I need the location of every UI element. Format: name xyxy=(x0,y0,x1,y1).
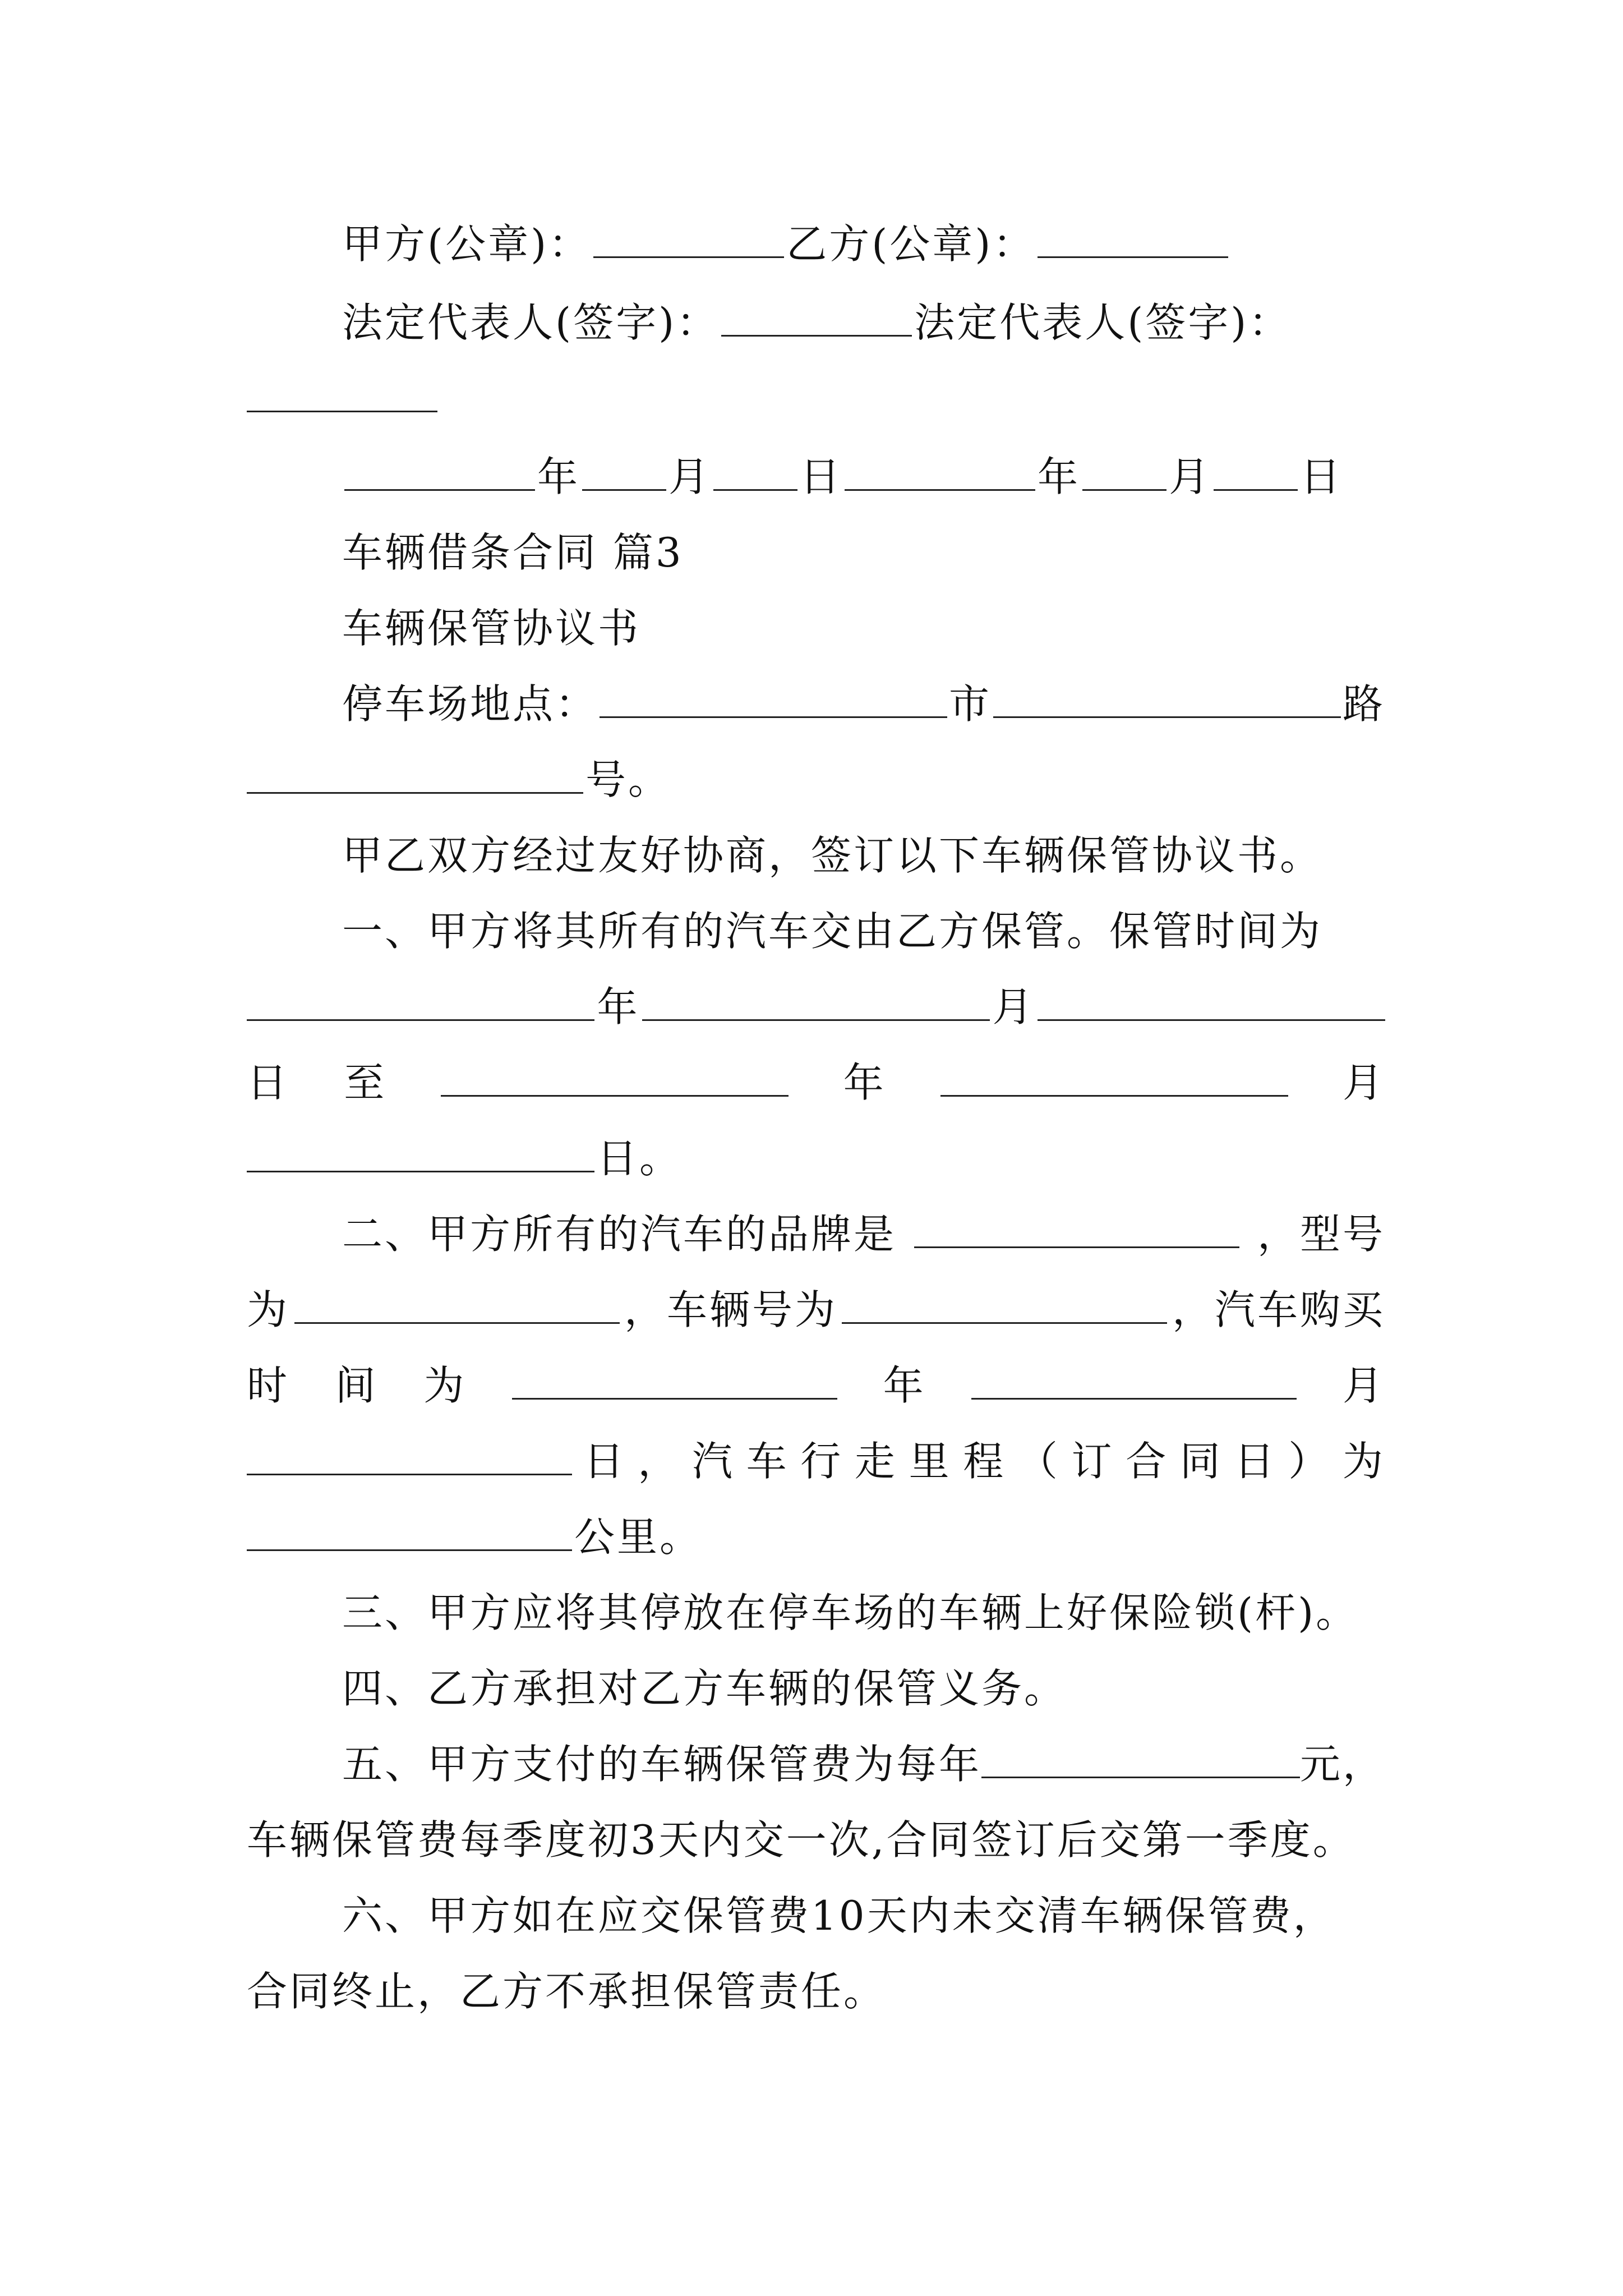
number-blank xyxy=(247,753,583,794)
clause-1-year-blank xyxy=(247,980,594,1021)
clause-2-brand-line xyxy=(342,1206,1385,1262)
party-b-seal-blank xyxy=(1038,217,1228,258)
clause-1-day-end: 日。 xyxy=(597,1135,683,1182)
purchase-day-blank xyxy=(247,1434,572,1475)
location-line xyxy=(342,676,1385,732)
clause-1-year2-blank xyxy=(441,1056,789,1097)
mileage-char-5: 走 xyxy=(854,1438,897,1485)
clause-1-month2: 月 xyxy=(1342,1059,1385,1106)
clause-1-text: 一、甲方将其所有的汽车交由乙方保管。保管时间为 xyxy=(342,908,1323,955)
time-char-1: 间 xyxy=(335,1362,378,1409)
clause-2-km-line xyxy=(247,1509,1385,1565)
model-wei: 为 xyxy=(247,1286,290,1333)
party-a-rep-blank xyxy=(721,296,912,337)
party-a-rep-label: 法定代表人(签字)： xyxy=(342,299,720,346)
clause-1-month-blank xyxy=(642,980,990,1021)
clause-1-day-start: 日 xyxy=(247,1059,290,1106)
purchase-year-blank xyxy=(512,1359,837,1400)
purchase-year: 年 xyxy=(883,1362,926,1409)
date-a-day: 日 xyxy=(800,453,843,500)
clause-1-day-blank xyxy=(1038,980,1385,1021)
clause-1-end-line xyxy=(247,1130,1385,1186)
mileage-char-1: ， xyxy=(638,1438,681,1485)
city-blank xyxy=(600,677,947,718)
party-a-seal-label: 甲方(公章)： xyxy=(342,220,592,268)
clause-2-model-line xyxy=(247,1282,1385,1338)
party-a-seal-blank xyxy=(593,217,784,258)
number-label: 号。 xyxy=(585,756,671,803)
clause-6-line-1: 六、甲方如在应交保管费10天内未交清车辆保管费， xyxy=(342,1892,1336,1939)
mileage-char-14: 为 xyxy=(1342,1438,1385,1485)
plate-blank xyxy=(842,1283,1167,1324)
mileage-char-8: （ xyxy=(1017,1438,1060,1485)
clause-2-text: 二、甲方所有的汽车的品牌是 xyxy=(342,1211,897,1258)
seal-line xyxy=(342,216,1385,272)
mileage-char-9: 订 xyxy=(1071,1438,1114,1485)
date-b-year: 年 xyxy=(1038,453,1081,500)
purchase-month-blank xyxy=(971,1359,1297,1400)
date-line xyxy=(342,449,1385,505)
model-label: ，型号 xyxy=(1257,1211,1385,1258)
date-b-day-blank xyxy=(1214,450,1298,491)
mileage-char-2: 汽 xyxy=(691,1438,735,1485)
mileage-char-7: 程 xyxy=(963,1438,1006,1485)
fee-unit: 元， xyxy=(1299,1741,1385,1788)
clause-1-year2: 年 xyxy=(843,1059,886,1106)
party-b-rep-label: 法定代表人(签字)： xyxy=(914,299,1292,346)
city-label: 市 xyxy=(948,680,992,728)
representative-blank-line xyxy=(247,370,1385,426)
date-a-day-blank xyxy=(713,450,797,491)
km-label: 公里。 xyxy=(574,1513,703,1561)
location-label: 停车场地点： xyxy=(342,680,598,728)
purchase-label: ，汽车购买 xyxy=(1172,1286,1385,1333)
plate-label: ，车辆号为 xyxy=(624,1286,837,1333)
representative-line xyxy=(342,295,1385,351)
model-blank xyxy=(294,1283,620,1324)
party-b-rep-blank xyxy=(247,371,437,412)
clause-2-purchase-line xyxy=(247,1358,1385,1414)
date-a-month: 月 xyxy=(668,453,712,500)
clause-1-day-end-blank xyxy=(247,1131,594,1172)
mileage-char-3: 车 xyxy=(746,1438,789,1485)
date-a-year-blank xyxy=(344,450,535,491)
date-b-month: 月 xyxy=(1169,453,1212,500)
mileage-char-13: ） xyxy=(1288,1438,1331,1485)
party-b-seal-label: 乙方(公章)： xyxy=(786,220,1036,268)
clause-5-text: 五、甲方支付的车辆保管费为每年 xyxy=(342,1741,982,1788)
document-title: 车辆保管协议书 xyxy=(342,605,641,652)
clause-1-date-line xyxy=(247,979,1385,1035)
mileage-blank xyxy=(247,1510,572,1551)
clause-5-line-1 xyxy=(342,1736,1385,1792)
date-b-month-blank xyxy=(1082,450,1166,491)
mileage-char-12: 日 xyxy=(1234,1438,1277,1485)
date-a-month-blank xyxy=(582,450,666,491)
road-label: 路 xyxy=(1342,680,1385,728)
time-char-2: 为 xyxy=(423,1362,467,1409)
mileage-char-10: 合 xyxy=(1126,1438,1169,1485)
clause-2-mileage-line xyxy=(247,1433,1385,1489)
location-number-line xyxy=(247,752,1385,808)
clause-5-line-2: 车辆保管费每季度初3天内交一次,合同签订后交第一季度。 xyxy=(247,1816,1355,1864)
brand-blank xyxy=(914,1207,1239,1248)
date-b-year-blank xyxy=(845,450,1035,491)
date-b-day: 日 xyxy=(1300,453,1343,500)
clause-1-month2-blank xyxy=(940,1056,1288,1097)
intro-paragraph: 甲乙双方经过友好协商，签订以下车辆保管协议书。 xyxy=(342,832,1323,879)
mileage-char-4: 行 xyxy=(800,1438,843,1485)
clause-1-to-line xyxy=(247,1055,1385,1111)
clause-1-to: 至 xyxy=(344,1059,387,1106)
date-a-year: 年 xyxy=(537,453,580,500)
mileage-char-11: 同 xyxy=(1179,1438,1223,1485)
fee-blank xyxy=(981,1737,1300,1778)
mileage-char-0: 日 xyxy=(583,1438,626,1485)
clause-3: 三、甲方应将其停放在停车场的车辆上好保险锁(杆)。 xyxy=(342,1589,1359,1636)
clause-4: 四、乙方承担对乙方车辆的保管义务。 xyxy=(342,1665,1067,1712)
section-heading: 车辆借条合同 篇3 xyxy=(342,529,684,576)
clause-1-month: 月 xyxy=(992,983,1035,1030)
road-blank xyxy=(993,677,1341,718)
time-char-0: 时 xyxy=(247,1362,290,1409)
clause-6-line-2: 合同终止，乙方不承担保管责任。 xyxy=(247,1968,887,2015)
purchase-month: 月 xyxy=(1342,1362,1385,1409)
clause-1-year: 年 xyxy=(597,983,640,1030)
mileage-char-6: 里 xyxy=(909,1438,952,1485)
